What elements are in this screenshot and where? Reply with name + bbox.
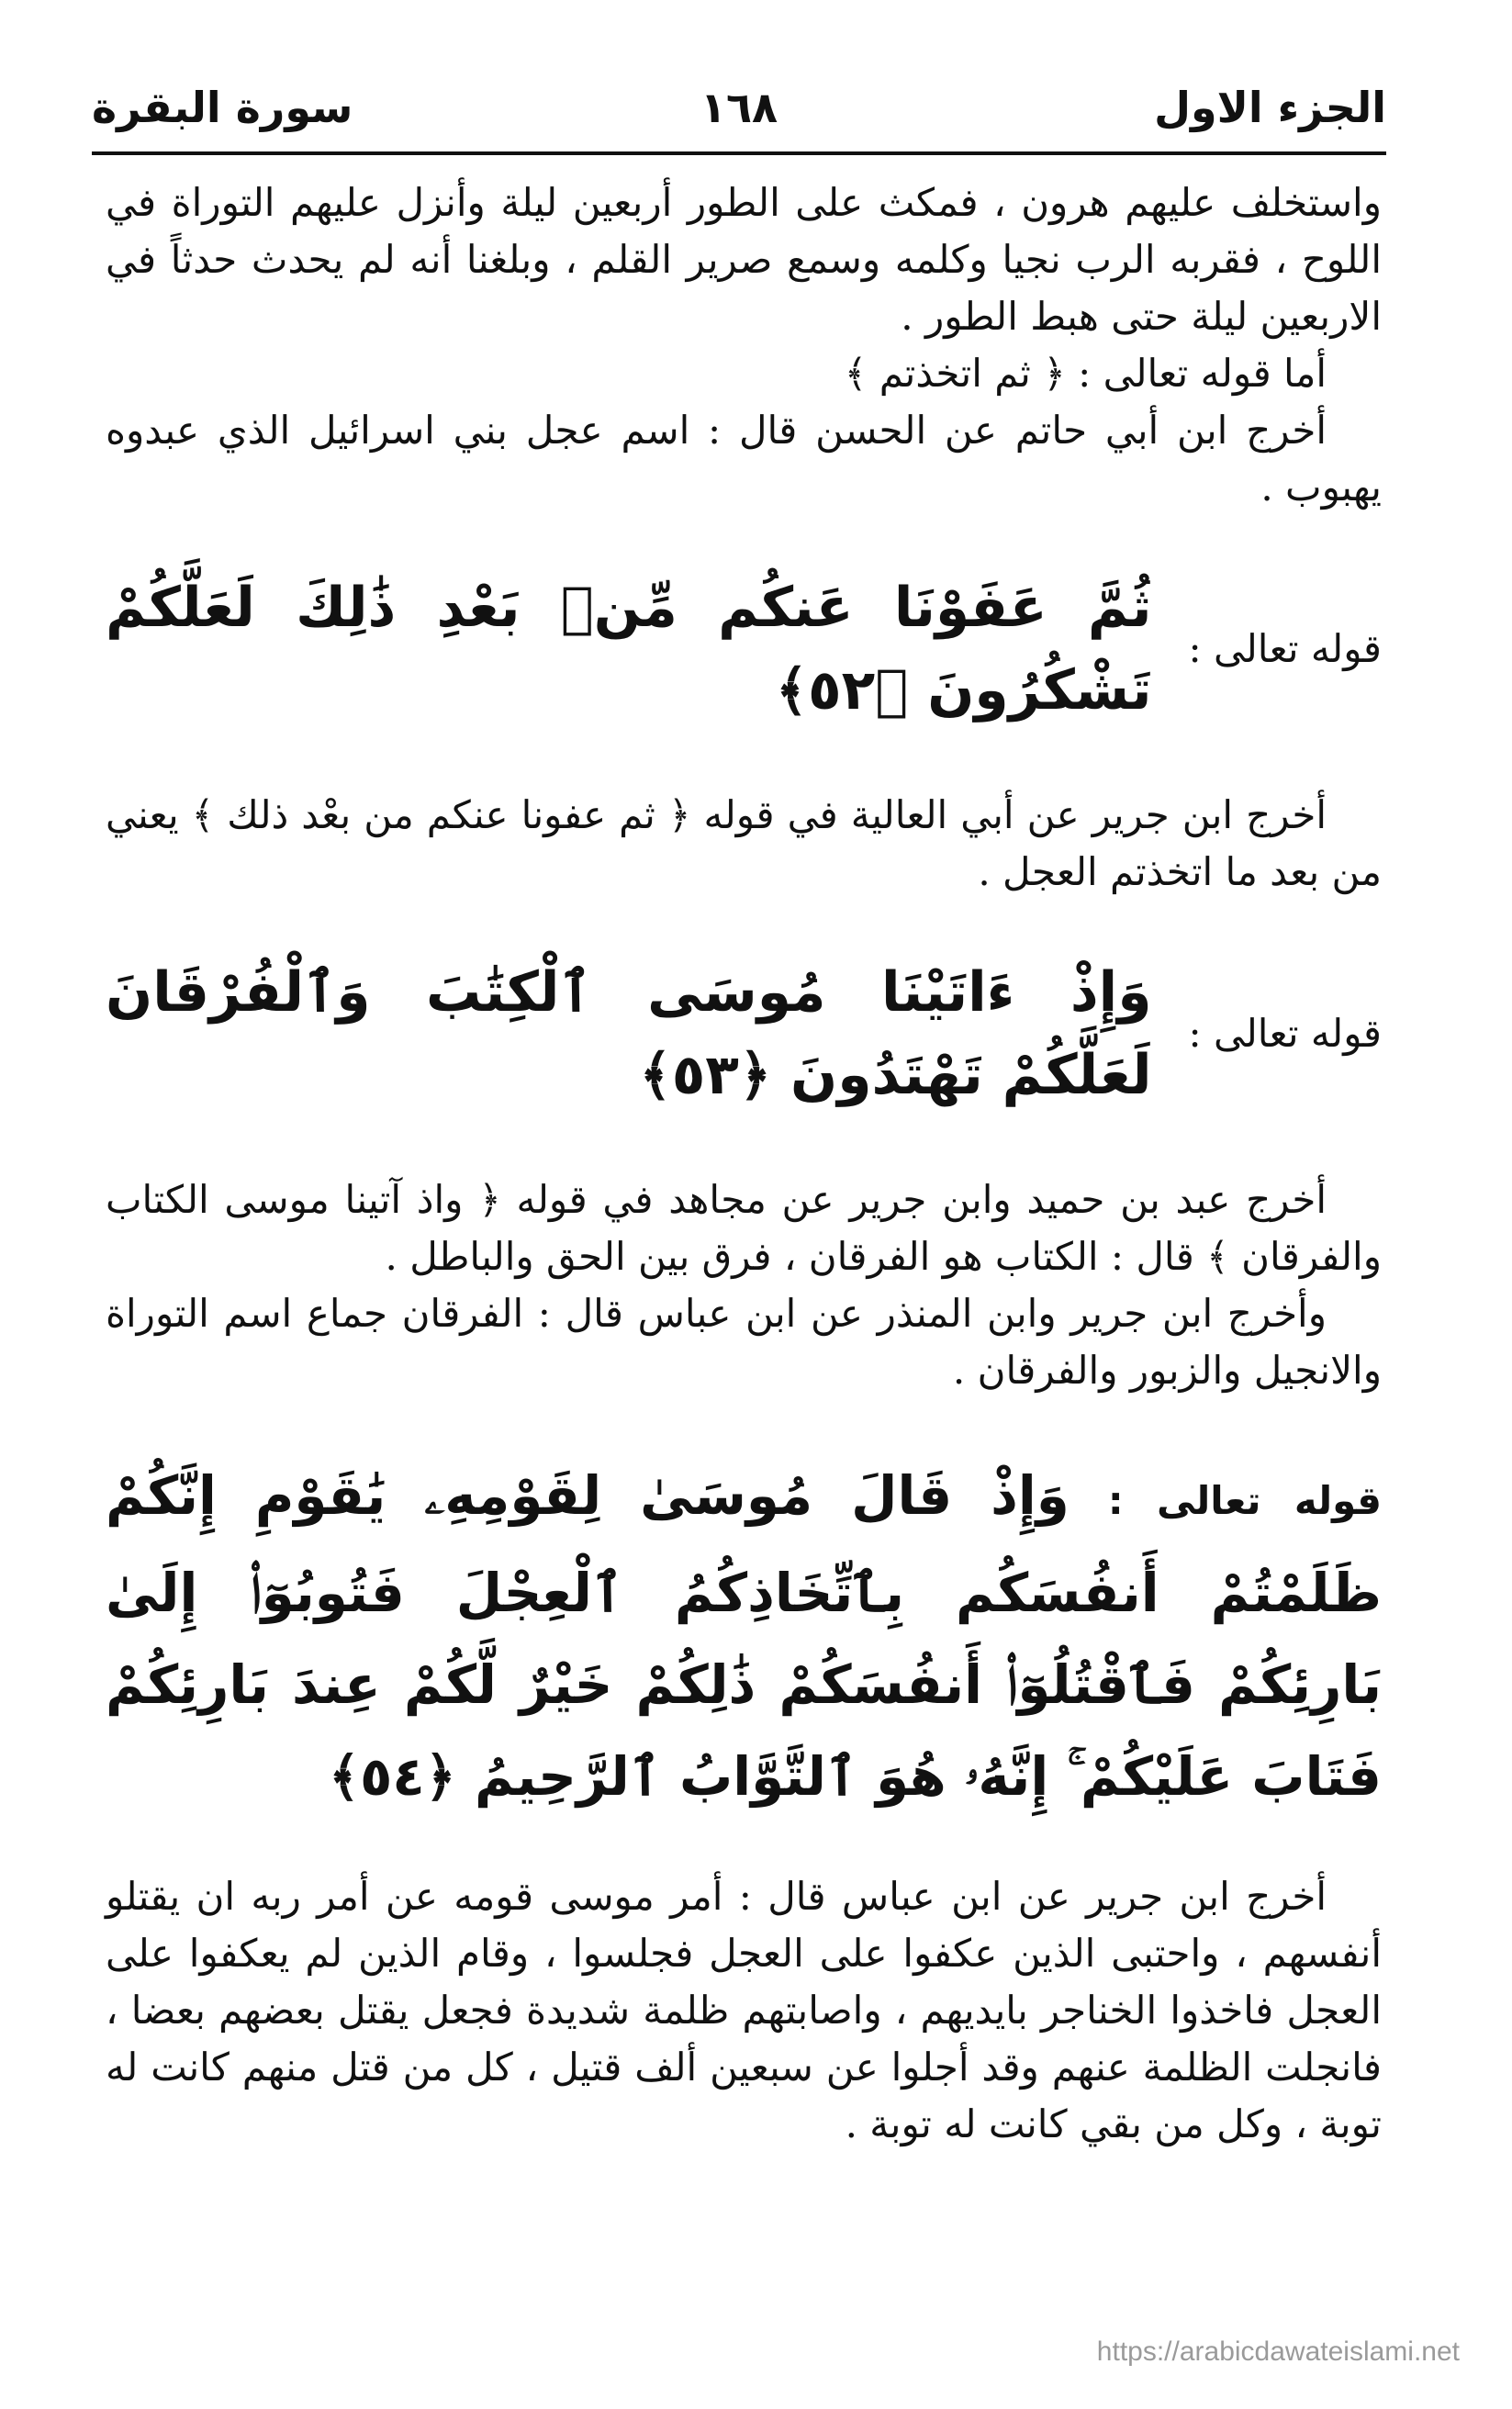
paragraph: وأخرج ابن جرير وابن المنذر عن ابن عباس قال : الفرقان جماع اسم التوراة والانجيل والزبور والفرقان . [106,1291,1382,1393]
verse-intro: قوله تعالى : [1188,626,1382,671]
quran-verse-53: وَإِذْ ءَاتَيْنَا مُوسَى ٱلْكِتَٰبَ وَٱلْفُرْقَانَ لَعَلَّكُمْ تَهْتَدُونَ ﴿٥٣﴾ [106,960,1152,1107]
paragraph: أخرج عبد بن حميد وابن جرير عن مجاهد في قوله ﴿ واذ آتينا موسى الكتاب والفرقان ﴾ قال : الكتاب هو الفرقان ، فرق بين الحق والباطل . [106,1177,1382,1279]
quran-verse-54 [106,1450,1382,1822]
paragraph: أخرج ابن جرير عن أبي العالية في قوله ﴿ ثم عفونا عنكم من بعْد ذلك ﴾ يعني من بعد ما اتخذتم العجل . [106,792,1382,894]
quran-verse-52: ثُمَّ عَفَوْنَا عَنكُم مِّنۢ بَعْدِ ذَٰلِكَ لَعَلَّكُمْ تَشْكُرُونَ ﴿٥٢﴾ [106,576,1152,723]
part-title: الجزء الاول [1154,83,1386,132]
paragraph: أخرج ابن أبي حاتم عن الحسن قال : اسم عجل بني اسرائيل الذي عبدوه يهبوب . [106,408,1382,510]
page-number: ١٦٨ [700,83,778,132]
verse-reference: أما قوله تعالى : ﴿ ثم اتخذتم ﴾ [844,351,1327,396]
running-header [92,64,1386,151]
verse-heading-53 [106,951,1382,1116]
verse-heading-54 [106,1450,1382,1822]
surah-title: سورة البقرة [92,83,353,132]
verse-heading-52 [106,566,1382,732]
watermark-url: https://arabicdawateislami.net [1096,2336,1460,2367]
page-body [106,174,1382,2153]
verse-intro: قوله تعالى : [1107,1478,1382,1523]
quran-verse-54-text: وَإِذْ قَالَ مُوسَىٰ لِقَوْمِهِۦ يَٰقَوْمِ إِنَّكُمْ ظَلَمْتُمْ أَنفُسَكُم بِٱتِّخَاذِكُمُ ٱلْعِجْلَ فَتُوبُوٓا۟ إِلَىٰ بَارِئِكُمْ فَٱقْتُلُوٓا۟ أَنفُسَكُمْ ذَٰلِكُمْ خَيْرٌ لَّكُمْ عِندَ بَارِئِكُمْ فَتَابَ عَلَيْكُمْ ۚ إِنَّهُۥ هُوَ ٱلتَّوَّابُ ٱلرَّحِيمُ ﴿٥٤﴾ [106,1464,1382,1808]
verse-intro: قوله تعالى : [1188,1011,1382,1056]
paragraph: أخرج ابن جرير عن ابن عباس قال : أمر موسى قومه عن أمر ربه ان يقتلو أنفسهم ، واحتبى الذين عكفوا على العجل فجلسوا ، وقام الذين لم يعكفوا على العجل فاخذوا الخناجر بايديهم ، واصابتهم ظلمة شديدة فجعل يقتل بعضهم بعضا ، فانجلت الظلمة عنهم وقد أجلوا عن سبعين ألف قتيل ، كل من قتل منهم كانت له توبة ، وكل من بقي كانت له توبة . [106,1874,1382,2146]
header-divider [92,151,1386,155]
paragraph: واستخلف عليهم هرون ، فمكث على الطور أربعين ليلة وأنزل عليهم التوراة في اللوح ، فقربه الرب نجيا وكلمه وسمع صرير القلم ، وبلغنا أنه لم يحدث حدثاً في الاربعين ليلة حتى هبط الطور . [106,180,1382,339]
